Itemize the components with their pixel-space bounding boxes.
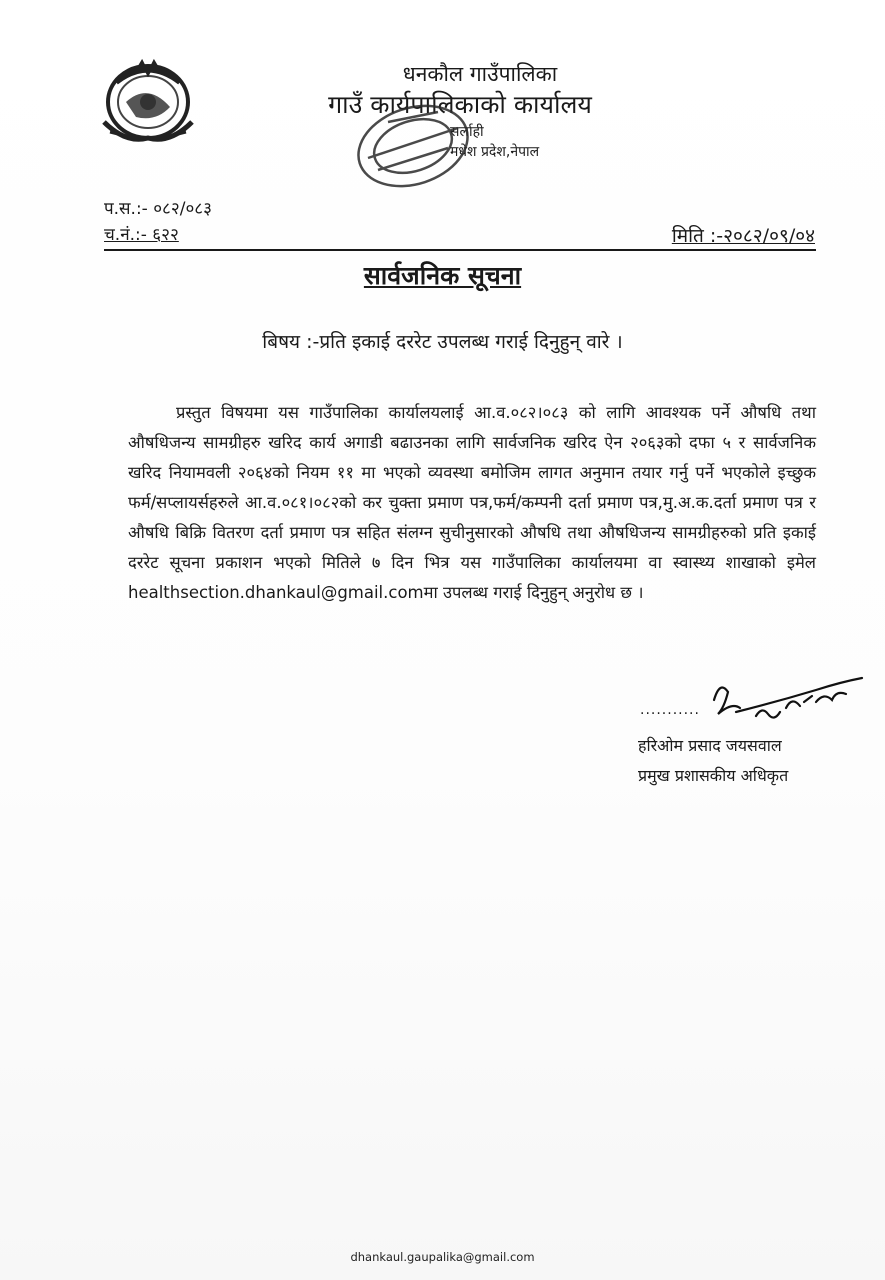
signature-line: ...........	[640, 702, 700, 718]
footer-email: dhankaul.gaupalika@gmail.com	[350, 1250, 535, 1264]
fiscal-year: प.स.:- ०८२/०८३	[104, 199, 212, 219]
office-stamp-icon	[348, 98, 478, 194]
municipality-name: धनकौल गाउँपालिका	[402, 62, 558, 86]
letter-date: मिति :-२०८२/०९/०४	[671, 225, 815, 247]
header-divider	[104, 249, 816, 251]
office-title: गाउँ कार्यपालिकाको कार्यालय	[328, 90, 592, 119]
notice-subject: बिषय :-प्रति इकाई दररेट उपलब्ध गराई दिनुहुन् वारे ।	[262, 331, 623, 353]
signatory-designation: प्रमुख प्रशासकीय अधिकृत	[638, 766, 789, 785]
dispatch-number: च.नं.:- ६२२	[104, 225, 179, 245]
reference-block	[104, 196, 212, 248]
signatory	[638, 731, 788, 791]
notice-title: सार्वजनिक सूचना	[363, 261, 522, 290]
signatory-name: हरिओम प्रसाद जयसवाल	[638, 736, 782, 755]
office-country: मधेश प्रदेश,नेपाल	[450, 144, 540, 160]
notice-body: प्रस्तुत विषयमा यस गाउँपालिका कार्यालयलाई आ.व.०८२।०८३ को लागि आवश्यक पर्ने औषधि तथा औषधिजन्य सामग्रीहरु खरिद कार्य अगाडी बढाउनका लागि सार्वजनिक खरिद ऐन २०६३को दफा ५ र सार्वजनिक खरिद नियामवली २०६४को नियम ११ मा भएको व्यवस्था बमोजिम लागत अनुमान तयार गर्नु पर्ने भएकोले इच्छुक फर्म/सप्लायर्सहरुले आ.व.०८१।०८२को कर चुक्ता प्रमाण पत्र,फर्म/कम्पनी दर्ता प्रमाण पत्र,मु.अ.क.दर्ता प्रमाण पत्र र औषधि बिक्रि वितरण दर्ता प्रमाण पत्र सहित संलग्न सुचीनुसारको औषधि तथा औषधिजन्य सामग्रीहरुको प्रति इकाई दररेट सूचना प्रकाशन भएको मितिले ७ दिन भित्र यस गाउँपालिका कार्यालयमा वा स्वास्थ्य शाखाको इमेल healthsection.dhankaul@gmail.comमा उपलब्ध गराई दिनुहुन् अनुरोध छ ।	[128, 403, 816, 602]
nepal-emblem-icon	[96, 52, 200, 146]
office-address: सर्लाही	[450, 124, 484, 140]
